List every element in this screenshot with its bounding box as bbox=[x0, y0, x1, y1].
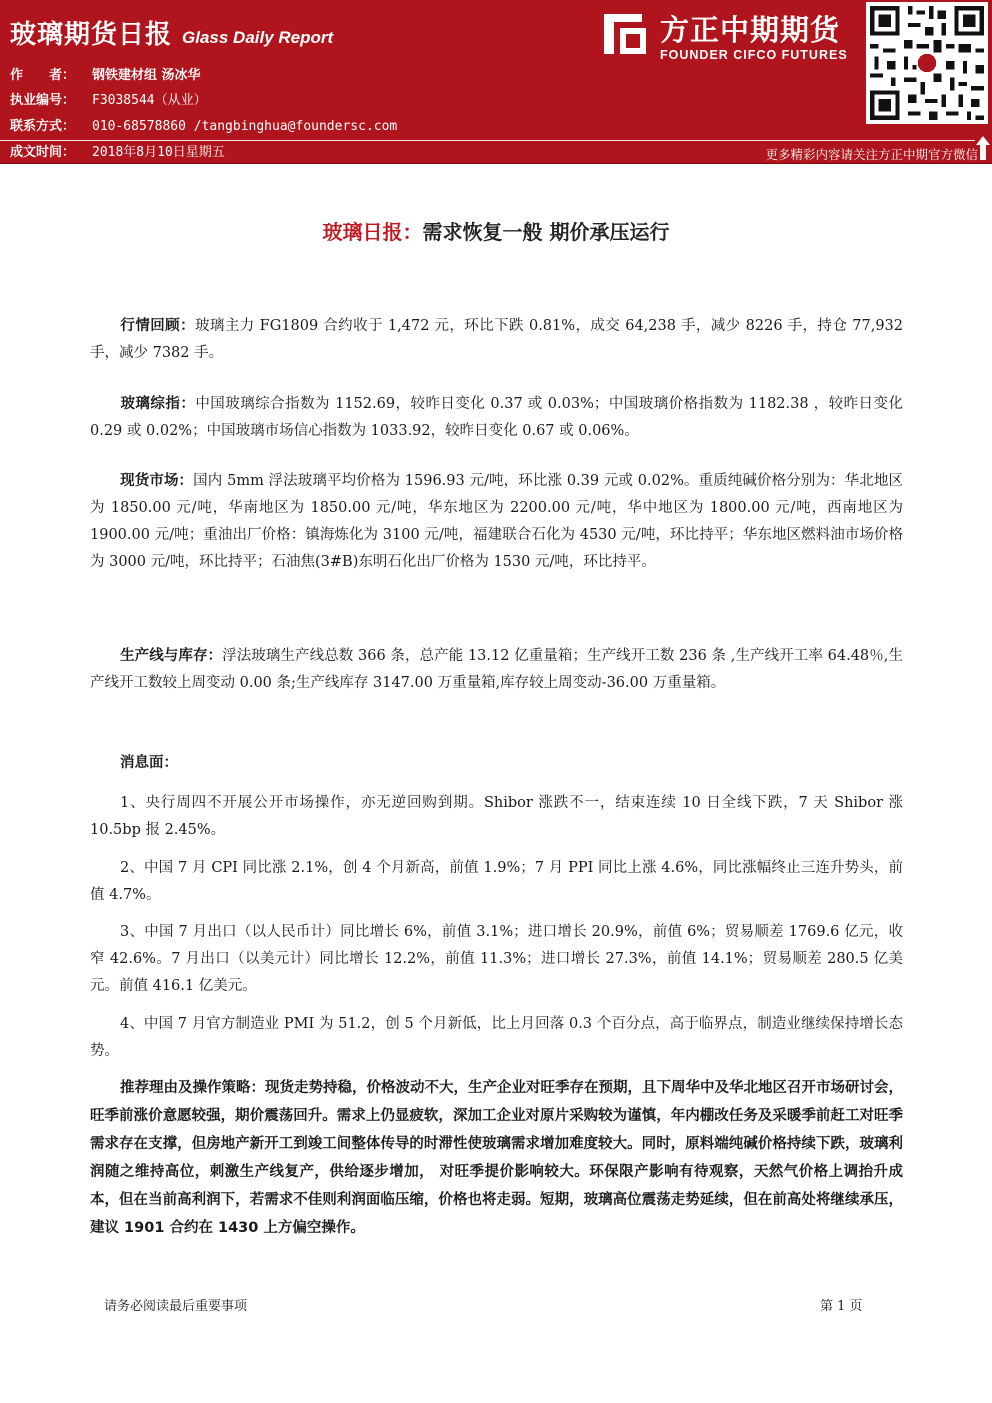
license-row bbox=[10, 89, 207, 108]
news-label: 消息面： bbox=[120, 755, 178, 771]
license-label: 执业编号： bbox=[10, 93, 76, 108]
date-row bbox=[10, 141, 225, 160]
glass-index-paragraph bbox=[90, 391, 903, 445]
report-header bbox=[0, 0, 992, 163]
report-title-en: Glass Daily Report bbox=[182, 28, 334, 47]
market-review-text: 玻璃主力 FG1809 合约收于 1,472 元，环比下跌 0.81%，成交 64,238 手，减少 8226 手，持仓 77,932 手，减少 7382 手。 bbox=[90, 318, 904, 361]
header-bottom-border bbox=[0, 163, 992, 164]
news-item-1 bbox=[90, 790, 903, 844]
spot-market-label: 现货市场： bbox=[120, 473, 194, 489]
logo-text-en: FOUNDER CIFCO FUTURES bbox=[660, 48, 848, 62]
page-number: 第 1 页 bbox=[820, 1299, 863, 1314]
date-label: 成文时间： bbox=[10, 145, 76, 160]
news-item-4 bbox=[90, 1011, 903, 1065]
production-label: 生产线与库存： bbox=[120, 648, 223, 664]
news-item-text: 4、中国 7 月官方制造业 PMI 为 51.2，创 5 个月新低，比上月回落 0.3 个百分点，高于临界点，制造业继续保持增长态势。 bbox=[90, 1016, 903, 1059]
contact-label: 联系方式： bbox=[10, 119, 76, 134]
author-row bbox=[10, 64, 201, 83]
title-main: 需求恢复一般 期价承压运行 bbox=[422, 220, 670, 244]
news-item-text: 2、中国 7 月 CPI 同比涨 2.1%，创 4 个月新高，前值 1.9%；7 月 PPI 同比上涨 4.6%，同比涨幅终止三连升势头，前值 4.7%。 bbox=[90, 860, 903, 903]
market-review-label: 行情回顾： bbox=[120, 318, 195, 334]
author-value: 钢铁建材组 汤冰华 bbox=[92, 68, 201, 83]
founder-logo-icon bbox=[602, 10, 648, 56]
report-title bbox=[10, 14, 333, 51]
document-title bbox=[0, 216, 992, 245]
news-item-2 bbox=[90, 855, 903, 909]
strategy-paragraph bbox=[90, 1074, 903, 1242]
up-arrow-icon bbox=[976, 136, 990, 160]
follow-wechat-text[interactable]: 更多精彩内容请关注方正中期官方微信 bbox=[765, 147, 978, 162]
strategy-text: 推荐理由及操作策略：现货走势持稳，价格波动不大，生产企业对旺季存在预期，且下周华中及华北地区召开市场研讨会，旺季前涨价意愿较强，期价震荡回升。需求上仍显疲软，深加工企业对原片采购较为谨慎，年内棚改任务及采暖季前赶工对旺季需求存在支撑，但房地产新开工到竣工间整体传导的时滞性使玻璃需求增加难度较大。同时，原料端纯碱价格持续下跌，玻璃利润随之维持高位，刺激生产线复产，供给逐步增加， 对旺季提价影响较大。环保限产影响有待观察，天然气价格上调抬升成本，但在当前高利润下，若需求不佳则利润面临压缩，价格也将走弱。短期，玻璃高位震荡走势延续，但在前高处将继续承压，建议 1901 合约在 1430 上方偏空操作。 bbox=[90, 1080, 903, 1236]
qr-code-icon bbox=[866, 2, 988, 124]
market-review-paragraph bbox=[90, 313, 903, 367]
glass-index-text: 中国玻璃综合指数为 1152.69，较昨日变化 0.37 或 0.03%；中国玻璃价格指数为 1182.38 ，较昨日变化 0.29 或 0.02%；中国玻璃市场信心指数为 1033.92，较昨日变化 0.67 或 0.06%。 bbox=[90, 396, 903, 439]
spot-market-text: 国内 5mm 浮法玻璃平均价格为 1596.93 元/吨，环比涨 0.39 元或 0.02%。重质纯碱价格分别为：华北地区为 1850.00 元/吨，华南地区为 1850.00 元/吨，华东地区为 2200.00 元/吨，华中地区为 1800.00 元/吨，西南地区为 1900.00 元/吨；重油出厂价格：镇海炼化为 3100 元/吨，福建联合石化为 4530 元/吨，环比持平；华东地区燃料油市场价格为 3000 元/吨，环比持平；石油焦(3#B)东明石化出厂价格为 1530 元/吨，环比持平。 bbox=[90, 473, 904, 570]
spot-market-paragraph bbox=[90, 468, 903, 576]
author-label: 作 者： bbox=[10, 68, 76, 83]
license-value: F3038544（从业） bbox=[92, 93, 207, 108]
production-paragraph bbox=[90, 643, 903, 697]
logo-text-cn: 方正中期期货 bbox=[660, 13, 841, 47]
date-value: 2018年8月10日星期五 bbox=[92, 145, 225, 160]
report-title-cn: 玻璃期货日报 bbox=[10, 20, 173, 50]
contact-value[interactable]: 010-68578860 /tangbinghua@foundersc.com bbox=[92, 119, 398, 134]
header-divider bbox=[0, 140, 975, 141]
news-item-text: 3、中国 7 月出口（以人民币计）同比增长 6%，前值 3.1%；进口增长 20.9%，前值 6%；贸易顺差 1769.6 亿元，收窄 42.6%。7 月出口（以美元计）同比增长 12.2%，前值 11.3%；进口增长 27.3%，前值 14.1%；贸易顺差 280.5 亿美元。前值 416.1 亿美元。 bbox=[90, 924, 903, 994]
production-text: 浮法玻璃生产线总数 366 条，总产能 13.12 亿重量箱；生产线开工数 236 条 ,生产线开工率 64.48％,生产线开工数较上周变动 0.00 条;生产线库存 3147.00 万重量箱,库存较上周变动-36.00 万重量箱。 bbox=[90, 648, 903, 691]
contact-row bbox=[10, 115, 397, 134]
news-heading-paragraph bbox=[90, 750, 903, 777]
news-item-text: 1、央行周四不开展公开市场操作，亦无逆回购到期。Shibor 涨跌不一，结束连续 10 日全线下跌，7 天 Shibor 涨 10.5bp 报 2.45%。 bbox=[90, 795, 903, 838]
news-item-3 bbox=[90, 919, 903, 1000]
footer-notice: 请务必阅读最后重要事项 bbox=[104, 1299, 248, 1314]
title-prefix: 玻璃日报： bbox=[322, 220, 423, 244]
glass-index-label: 玻璃综指： bbox=[120, 396, 196, 412]
company-logo bbox=[602, 8, 858, 68]
